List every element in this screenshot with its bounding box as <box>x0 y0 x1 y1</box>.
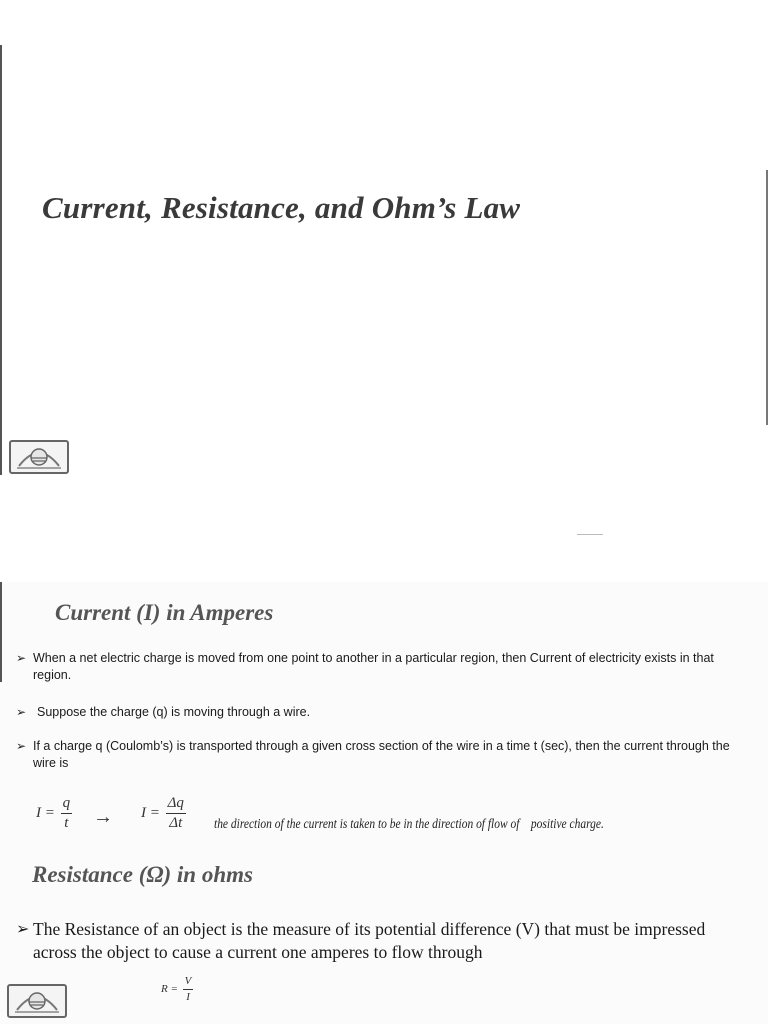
title-slide <box>0 0 768 480</box>
formula-current-delta: I = $\frac{\Delta q}{\Delta t}$ <box>141 795 184 831</box>
arrow-bullet-icon: ➢ <box>16 705 27 719</box>
bullet-net-charge: ➢ When a net electric charge is moved from one point to another in a particular region, then Current of electricity exists in that region. <box>16 651 714 682</box>
faint-mark <box>577 534 603 535</box>
bullet-resistance: ➢ The Resistance of an object is the measure of its potential difference (V) that must be impressed across the object to cause a current one amperes to flow through <box>16 919 706 962</box>
slide-edge-left <box>0 582 2 682</box>
arrow-bullet-icon: ➢ <box>16 739 27 753</box>
content-slide <box>0 582 768 1024</box>
resistance-heading: Resistance (Ω) in ohms <box>32 862 253 887</box>
arrow-bullet-icon: ➢ <box>16 651 27 665</box>
bullet-charge-wire: ➢ Suppose the charge (q) is moving through a wire. <box>16 705 311 719</box>
formula-resistance: R = $\frac{V}{I}$ <box>161 975 192 1003</box>
arrow-bullet-icon: ➢ <box>16 921 30 938</box>
slide-title: Current, Resistance, and Ohm’s Law <box>42 190 521 225</box>
current-heading: Current (I) in Amperes <box>55 600 274 625</box>
formula-current-simple: I = $\frac{q}{t}$ <box>36 795 71 831</box>
bullet-charge-transport: ➢ If a charge q (Coulomb’s) is transported through a given cross section of the wire in a time t (sec), then the current through the wire is <box>16 739 730 770</box>
university-logo-icon <box>9 440 69 474</box>
current-direction-note: the direction of the current is taken to be in the direction of flow of positive charge. <box>214 817 604 832</box>
formula-arrow: → <box>93 806 113 828</box>
slide-edge-left <box>0 45 2 475</box>
university-logo-icon <box>7 984 67 1018</box>
